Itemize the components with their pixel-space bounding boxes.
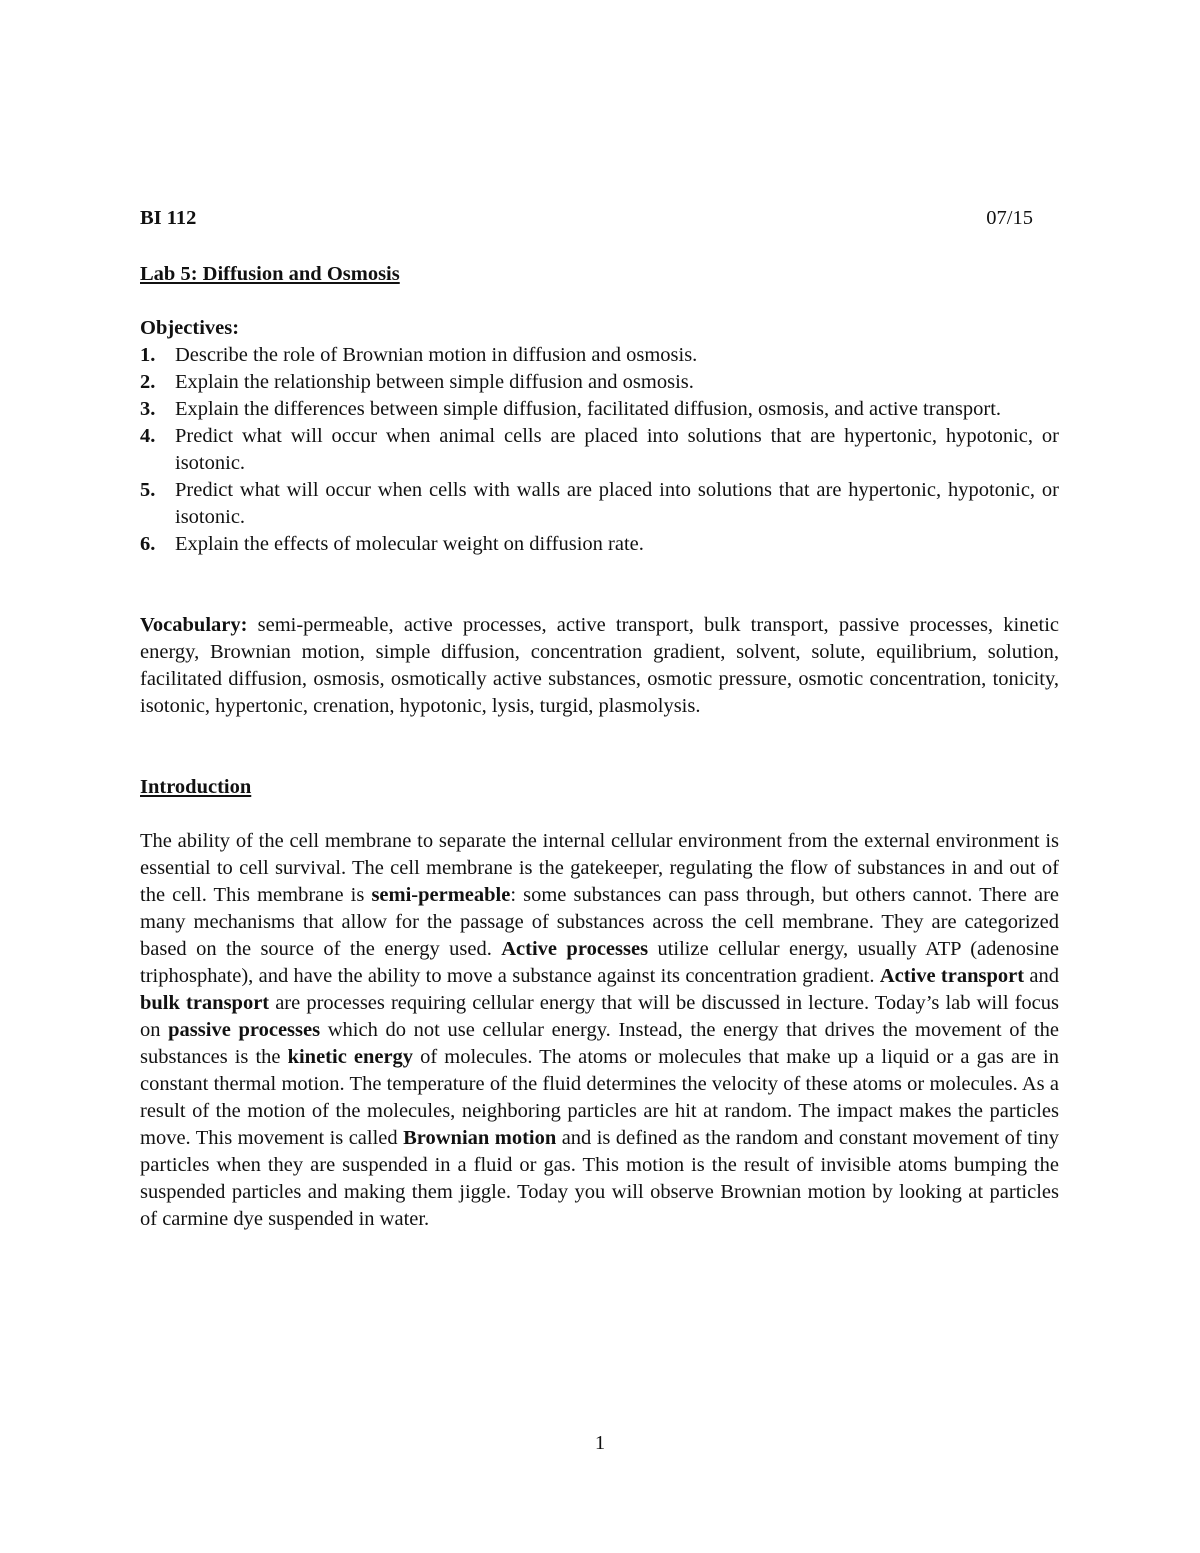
vocabulary-terms: semi-permeable, active processes, active transport, bulk transport, passive processes, kinetic energy, Brownian motion, simple diffusion, concentration gradient, solvent, solute, equilibrium, solution, facilitated diffusion, osmosis, osmotically active substances, osmotic pressure, osmotic concentration, tonicity, isotonic, hypertonic, crenation, hypotonic, lysis, turgid, plasmolysis.	[140, 614, 1059, 717]
objective-text: Explain the relationship between simple diffusion and osmosis.	[175, 371, 694, 393]
objective-text: Predict what will occur when animal cells are placed into solutions that are hypertonic, hypotonic, or isotonic.	[175, 425, 1059, 474]
document-page	[140, 205, 1059, 1233]
objective-number: 6.	[140, 533, 156, 555]
introduction-bold-term: kinetic energy	[287, 1046, 414, 1068]
objective-number: 2.	[140, 371, 156, 393]
introduction-bold-term: semi-permeable	[371, 884, 511, 906]
objective-number: 4.	[140, 425, 156, 447]
vocabulary-label: Vocabulary:	[140, 614, 248, 636]
introduction-text-run: which do not use cellular energy. Instead, the energy that drives the movement of the substances is the	[140, 1019, 1059, 1068]
introduction-text-run: and is defined as the random and constant movement of tiny particles when they are suspended in a fluid or gas. This motion is the result of invisible atoms bumping the suspended particles and making them jiggle. Today you will observe Brownian motion by looking at particles of carmine dye suspended in water.	[140, 1127, 1059, 1230]
document-date: 07/15	[986, 207, 1033, 229]
introduction-text-run: and	[1024, 965, 1059, 987]
objective-number: 1.	[140, 344, 156, 366]
objective-item	[140, 369, 1059, 396]
course-code: BI 112	[140, 207, 197, 229]
objective-text: Predict what will occur when cells with walls are placed into solutions that are hypertonic, hypotonic, or isotonic.	[175, 479, 1059, 528]
introduction-text-run: of molecules. The atoms or molecules that make up a liquid or a gas are in constant thermal motion. The temperature of the fluid determines the velocity of these atoms or molecules. As a result of the motion of the molecules, neighboring particles are hit at random. The impact makes the particles move. This movement is called	[140, 1046, 1059, 1149]
objective-text: Explain the effects of molecular weight on diffusion rate.	[175, 533, 644, 555]
objective-number: 5.	[140, 479, 156, 501]
lab-title: Lab 5: Diffusion and Osmosis	[140, 263, 400, 285]
introduction-text-run: utilize cellular energy, usually ATP (adenosine triphosphate), and have the ability to move a substance against its concentration gradient.	[140, 938, 1059, 987]
introduction-paragraph	[140, 828, 1059, 1233]
introduction-text-run: are processes requiring cellular energy that will be discussed in lecture. Today’s lab will focus on	[140, 992, 1060, 1041]
introduction-bold-term: Active transport	[879, 965, 1025, 987]
objective-text: Explain the differences between simple diffusion, facilitated diffusion, osmosis, and active transport.	[175, 398, 1002, 420]
objective-number: 3.	[140, 398, 156, 420]
objective-text: Describe the role of Brownian motion in diffusion and osmosis.	[175, 344, 698, 366]
objective-item	[140, 396, 1059, 423]
introduction-bold-term: bulk transport	[140, 992, 270, 1014]
introduction-text-run: : some substances can pass through, but others cannot. There are many mechanisms that allow for the passage of substances across the cell membrane. They are categorized based on the source of the energy used.	[140, 884, 1059, 960]
page-number: 1	[594, 1432, 606, 1454]
objective-item	[140, 531, 1059, 558]
introduction-bold-term: passive processes	[168, 1019, 321, 1041]
introduction-bold-term: Brownian motion	[403, 1127, 557, 1149]
introduction-bold-term: Active processes	[501, 938, 649, 960]
objectives-list	[140, 342, 1059, 558]
objective-item	[140, 477, 1059, 531]
vocabulary-paragraph	[140, 612, 1059, 720]
objective-item	[140, 342, 1059, 369]
document-header	[140, 205, 1033, 232]
introduction-heading: Introduction	[140, 776, 252, 798]
introduction-text-run: The ability of the cell membrane to separate the internal cellular environment from the external environment is essential to cell survival. The cell membrane is the gatekeeper, regulating the flow of substances in and out of the cell. This membrane is	[140, 830, 1059, 906]
objectives-heading: Objectives:	[140, 317, 240, 339]
objective-item	[140, 423, 1059, 477]
